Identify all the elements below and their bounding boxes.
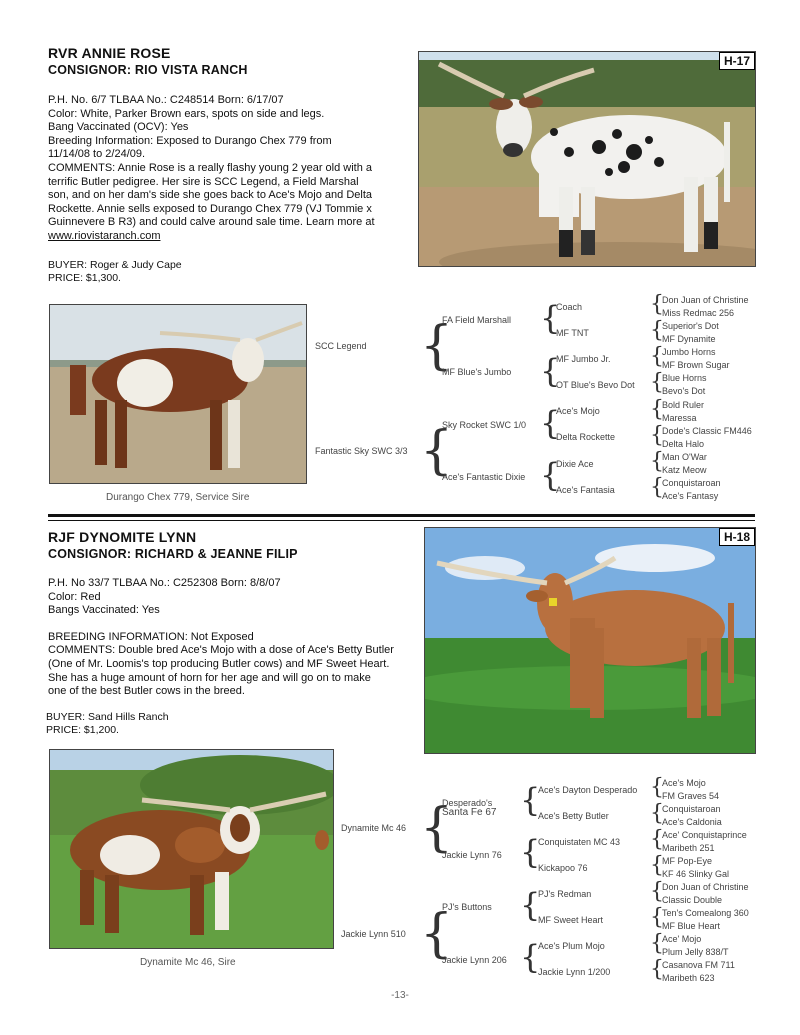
pedigree-g4: Superior's Dot	[662, 321, 719, 331]
pedigree-g4: Ace' Mojo	[662, 934, 702, 944]
lot1-comment-line: terrific Butler pedigree. Her sire is SCC Legend, a Field Marshal	[48, 175, 359, 188]
pedigree-g3: MF TNT	[556, 328, 589, 338]
lot2-cow-photo	[424, 527, 756, 754]
bracket: {	[540, 352, 561, 390]
pedigree-g3: Delta Rockette	[556, 432, 616, 442]
lot2-comment-line: one of the best Butler cows in the breed.	[48, 685, 245, 698]
bracket: {	[650, 957, 664, 982]
pedigree-g3: PJ's Redman	[538, 889, 592, 899]
pedigree-g3: Ace's Dayton Desperado	[538, 785, 638, 795]
bracket: {	[650, 318, 664, 343]
lot2-sire-caption: Dynamite Mc 46, Sire	[140, 957, 236, 968]
pedigree-g4: Classic Double	[662, 895, 723, 905]
bracket: {	[650, 775, 664, 800]
bracket: {	[650, 292, 664, 317]
bracket: {	[420, 798, 454, 858]
pedigree-g3: Kickapoo 76	[538, 863, 588, 873]
bracket: {	[420, 904, 454, 964]
lot1-comment-line: Rockette. Annie sells exposed to Durango Chex 779 (VJ Tommie x	[48, 202, 372, 215]
bracket: {	[650, 801, 664, 826]
bracket: {	[420, 421, 454, 481]
lot1-sire-photo	[49, 304, 307, 484]
lot2-ph-line: P.H. No 33/7 TLBAA No.: C252308 Born: 8/8/07	[48, 577, 281, 589]
pedigree-g4: Katz Meow	[662, 465, 707, 475]
pedigree-g4: Bold Ruler	[662, 400, 705, 410]
pedigree-g4: Ace' Conquistaprince	[662, 830, 747, 840]
bracket: {	[650, 827, 664, 852]
pedigree-dam: Jackie Lynn 510	[341, 929, 406, 939]
lot2-comment-line: (One of Mr. Loomis's top producing Butler cows) and MF Sweet Heart.	[48, 657, 390, 670]
bracket: {	[540, 404, 561, 442]
pedigree-g4: Ace's Fantasy	[662, 491, 719, 501]
lot1-ph-line: P.H. No. 6/7 TLBAA No.: C248514 Born: 6/17/07	[48, 94, 284, 106]
pedigree-g4: Maribeth 623	[662, 973, 715, 983]
lot1-sale-info	[48, 259, 182, 285]
pedigree-g3: Ace's Plum Mojo	[538, 941, 605, 951]
pedigree-g3: Coach	[556, 302, 583, 312]
pedigree-dam: Fantastic Sky SWC 3/3	[315, 446, 408, 456]
lot2-bang-line: Bangs Vaccinated: Yes	[48, 604, 160, 617]
bracket: {	[650, 905, 664, 930]
lot1-sire-caption: Durango Chex 779, Service Sire	[106, 492, 250, 503]
lot1-buyer: BUYER: Roger & Judy Cape	[48, 259, 182, 271]
lot2-name: RJF DYNOMITE LYNN	[48, 529, 197, 545]
bracket: {	[650, 931, 664, 956]
lot1-bang-line: Bang Vaccinated (OCV): Yes	[48, 121, 189, 134]
lot1-breeding-line: 11/14/08 to 2/24/09.	[48, 148, 146, 161]
bracket: {	[650, 879, 664, 904]
lot2-buyer: BUYER: Sand Hills Ranch	[46, 711, 169, 723]
bracket: {	[520, 833, 541, 871]
pedigree-g4: FM Graves 54	[662, 791, 720, 801]
pedigree-grandsire: Sky Rocket SWC 1/0	[442, 420, 527, 430]
lot1-lot-label: H-17	[719, 52, 755, 70]
pedigree-g4: Don Juan of Christine	[662, 882, 749, 892]
pedigree-g4: Ace's Mojo	[662, 778, 706, 788]
pedigree-g4: MF Brown Sugar	[662, 360, 730, 370]
pedigree-g4: Conquistaroan	[662, 804, 721, 814]
pedigree-g4: MF Blue Heart	[662, 921, 721, 931]
lot1-comment-line: Guinnevere B R3) and could calve around sale time. Learn more at	[48, 216, 375, 229]
page-number: -13-	[391, 990, 409, 1001]
lot2-details	[48, 577, 394, 699]
pedigree-g4: Dode's Classic FM446	[662, 426, 752, 436]
pedigree-granddam: Jackie Lynn 206	[442, 955, 507, 965]
pedigree-g3: MF Sweet Heart	[538, 915, 604, 925]
pedigree-g4: MF Dynamite	[662, 334, 716, 344]
bracket: {	[650, 370, 664, 395]
lot1-comment-line: son, and on her dam's side she goes back to Ace's Mojo and Delta	[48, 189, 373, 202]
pedigree-g4: Plum Jelly 838/T	[662, 947, 729, 957]
pedigree-granddam: Jackie Lynn 76	[442, 850, 502, 860]
bracket: {	[650, 344, 664, 369]
pedigree-grandsire: Santa Fe 67	[442, 807, 497, 818]
lot1-comment-line: COMMENTS: Annie Rose is a really flashy young 2 year old with a	[48, 161, 373, 174]
lot2-consignor: CONSIGNOR: RICHARD & JEANNE FILIP	[48, 547, 298, 561]
lot2-breeding-line: BREEDING INFORMATION: Not Exposed	[48, 630, 254, 643]
pedigree-grandsire: PJ's Buttons	[442, 902, 492, 912]
lot1-cow-photo	[418, 51, 756, 267]
lot2-price: PRICE: $1,200.	[46, 724, 119, 736]
bracket: {	[420, 316, 454, 376]
bracket: {	[650, 853, 664, 878]
bracket: {	[520, 886, 541, 924]
lot1-color-line: Color: White, Parker Brown ears, spots on side and legs.	[48, 107, 325, 120]
pedigree-g3: MF Jumbo Jr.	[556, 354, 611, 364]
pedigree-granddam: Ace's Fantastic Dixie	[442, 472, 526, 482]
lot1-name: RVR ANNIE ROSE	[48, 45, 171, 61]
lot2-comment-line: COMMENTS: Double bred Ace's Mojo with a dose of Ace's Betty Butler	[48, 644, 394, 657]
lot2-sale-info	[46, 711, 169, 737]
pedigree-sire: SCC Legend	[315, 341, 367, 351]
pedigree-g4: MF Pop-Eye	[662, 856, 713, 866]
pedigree-g4: KF 46 Slinky Gal	[662, 869, 730, 879]
pedigree-g4: Maressa	[662, 413, 697, 423]
bracket: {	[650, 475, 664, 500]
pedigree-g4: Delta Halo	[662, 439, 705, 449]
pedigree-grandsire: Desperado's	[442, 798, 493, 808]
bracket: {	[540, 299, 561, 337]
lot2-comment-line: She has a huge amount of horn for her age and will go on to make	[48, 671, 371, 684]
pedigree-g4: Conquistaroan	[662, 478, 721, 488]
pedigree-g4: Bevo's Dot	[662, 386, 706, 396]
lot1-details	[48, 94, 375, 244]
bracket: {	[650, 449, 664, 474]
pedigree-g4: Maribeth 251	[662, 843, 715, 853]
pedigree-g4: Man O'War	[662, 452, 707, 462]
pedigree-g4: Blue Horns	[662, 373, 707, 383]
bracket: {	[650, 423, 664, 448]
lot1-price: PRICE: $1,300.	[48, 272, 121, 284]
pedigree-sire: Dynamite Mc 46	[341, 823, 407, 833]
pedigree-g3: Ace's Betty Butler	[538, 811, 609, 821]
bracket: {	[540, 456, 561, 494]
pedigree-g4: Jumbo Horns	[662, 347, 716, 357]
bracket: {	[650, 397, 664, 422]
lot1-breeding-line: Breeding Information: Exposed to Durango Chex 779 from	[48, 134, 332, 147]
pedigree-g3: Jackie Lynn 1/200	[538, 967, 611, 977]
pedigree-granddam: MF Blue's Jumbo	[442, 367, 512, 377]
pedigree-g4: Casanova FM 711	[662, 960, 735, 970]
lot2-sire-photo	[49, 749, 334, 949]
pedigree-g4: Miss Redmac 256	[662, 308, 735, 318]
pedigree-g3: Ace's Fantasia	[556, 485, 615, 495]
pedigree-g4: Ten's Comealong 360	[662, 908, 749, 918]
bracket: {	[520, 938, 541, 976]
pedigree-g3: Conquistaten MC 43	[538, 837, 621, 847]
pedigree-g3: OT Blue's Bevo Dot	[556, 380, 635, 390]
lot2-lot-label: H-18	[719, 528, 755, 546]
lot2-color-line: Color: Red	[48, 590, 101, 603]
lot1-consignor: CONSIGNOR: RIO VISTA RANCH	[48, 63, 248, 77]
pedigree-g3: Ace's Mojo	[556, 406, 600, 416]
pedigree-g3: Dixie Ace	[556, 459, 594, 469]
lot1-website-link[interactable]: www.riovistaranch.com	[48, 229, 161, 242]
pedigree-grandsire: FA Field Marshall	[442, 315, 512, 325]
bracket: {	[520, 781, 541, 819]
section-divider	[48, 520, 755, 521]
pedigree-g4: Ace's Caldonia	[662, 817, 722, 827]
section-divider	[48, 514, 755, 517]
pedigree-g4: Don Juan of Christine	[662, 295, 749, 305]
